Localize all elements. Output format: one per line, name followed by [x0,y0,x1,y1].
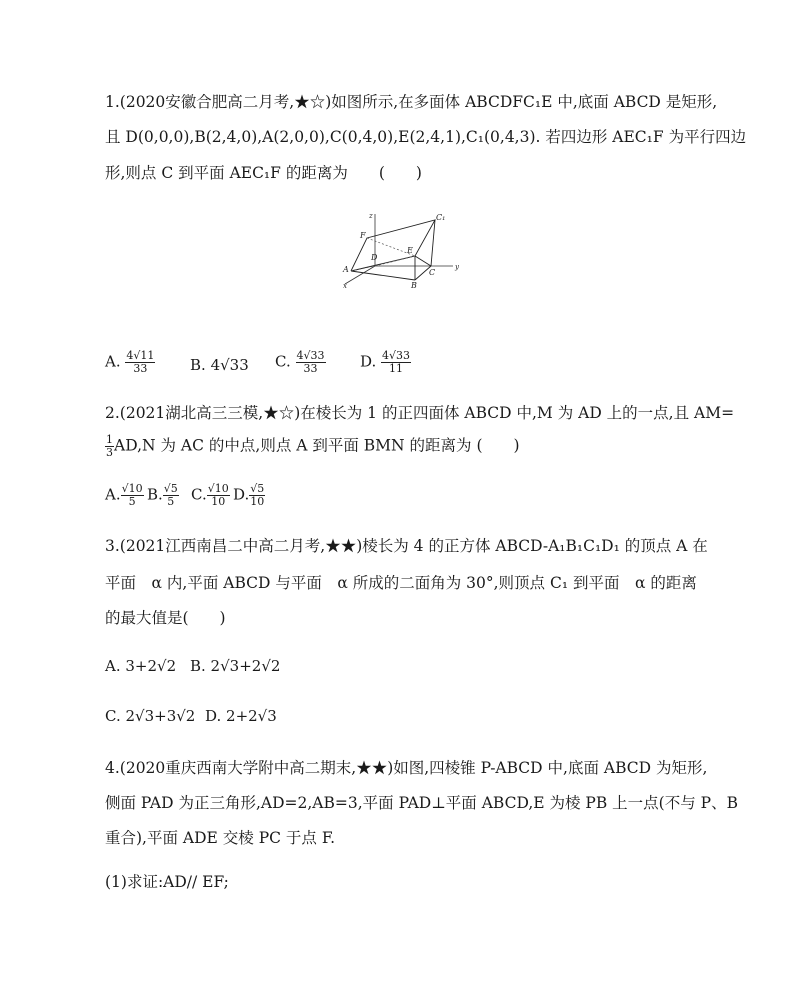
q1-option-c-num: 4√33 [296,349,325,362]
label-d: D [371,253,378,262]
q2-option-c-num: √10 [207,482,229,495]
q3-option-a[interactable]: A. 3+2√2 [105,657,177,675]
q1-option-c-fraction [296,350,326,375]
q2-option-a[interactable] [105,483,144,508]
q1-option-a-num: 4√11 [126,349,155,362]
q2-option-a-num: √10 [121,482,143,495]
q2-option-d-fraction [249,483,265,508]
q1-option-d-num: 4√33 [382,349,411,362]
q1-option-a-letter: A. [105,352,121,371]
q1-option-d-fraction [381,350,411,375]
q2-option-b-letter: B. [147,485,163,504]
q1-option-c-letter: C. [275,352,291,371]
q4-line-1: 4.(2020重庆西南大学附中高二期末,★★)如图,四棱锥 P-ABCD 中,底面 ABCD 为矩形, [105,759,708,777]
q2-option-a-letter: A. [105,485,121,504]
q2-option-c-letter: C. [191,485,207,504]
q1-option-c[interactable] [275,350,326,375]
q4-line-3: 重合),平面 ADE 交棱 PC 于点 F. [105,829,336,847]
label-c: C [429,268,436,277]
q2-line-1: 2.(2021湖北高三三模,★☆)在棱长为 1 的正四面体 ABCD 中,M 为 AD 上的一点,且 AM= [105,404,735,422]
q1-option-a-fraction [125,350,155,375]
q1-line-1: 1.(2020安徽合肥高二月考,★☆)如图所示,在多面体 ABCDFC₁E 中,底面 ABCD 是矩形, [105,93,718,111]
q1-option-b[interactable] [190,356,249,374]
label-a: A [343,265,349,274]
q2-option-b-den: 5 [167,495,175,508]
q2-option-d-letter: D. [233,485,250,504]
q2-option-a-fraction [121,483,144,508]
q2-option-c-den: 10 [211,495,226,508]
label-f: F [360,231,366,240]
label-y: y [455,263,459,271]
q3-option-c[interactable]: C. 2√3+3√2 [105,707,196,725]
q2-option-d[interactable] [233,483,265,508]
q1-line-3: 形,则点 C 到平面 AEC₁F 的距离为 ( ) [105,164,422,182]
q1-option-d-letter: D. [360,352,377,371]
q3-line-3: 的最大值是( ) [105,609,226,627]
q2-line-2-text: AD,N 为 AC 的中点,则点 A 到平面 BMN 的距离为 ( ) [114,436,520,455]
q1-option-b-text: 4√33 [210,356,249,374]
plane-aec1f [351,220,435,271]
label-e: E [407,246,413,255]
q3-option-d[interactable]: D. 2+2√3 [205,707,277,725]
label-b: B [411,281,417,288]
q4-sub-question-1: (1)求证:AD// EF; [105,873,229,891]
q1-option-d-den: 11 [389,362,404,375]
q1-option-a[interactable] [105,350,155,375]
q3-line-1: 3.(2021江西南昌二中高二月考,★★)棱长为 4 的正方体 ABCD-A₁B₁C₁D₁ 的顶点 A 在 [105,537,708,555]
q1-option-a-den: 33 [133,362,148,375]
q2-frac-den: 3 [106,446,113,459]
q1-option-b-letter: B. [190,356,206,374]
q3-line-2: 平面 α 内,平面 ABCD 与平面 α 所成的二面角为 30°,则顶点 C₁ 到平面 α 的距离 [105,574,697,592]
q2-frac-num: 1 [106,433,113,446]
q2-fraction-one-third [105,434,114,459]
q2-option-d-den: 10 [250,495,265,508]
q3-option-b[interactable]: B. 2√3+2√2 [190,657,281,675]
q1-option-d[interactable] [360,350,411,375]
label-z: z [369,212,373,220]
q2-option-b[interactable] [147,483,179,508]
q2-option-b-fraction [163,483,179,508]
q1-polyhedron-figure [335,208,465,288]
edge-ab [351,271,415,280]
q2-line-2 [105,434,520,459]
q4-line-2: 侧面 PAD 为正三角形,AD=2,AB=3,平面 PAD⊥平面 ABCD,E 为棱 PB 上一点(不与 P、B [105,794,738,812]
q2-option-c[interactable] [191,483,230,508]
q2-option-b-num: √5 [163,482,178,495]
edge-ec [415,256,431,266]
label-x: x [343,282,347,288]
q1-option-c-den: 33 [303,362,318,375]
label-c1: C₁ [436,213,446,222]
q2-option-c-fraction [207,483,230,508]
q1-line-2: 且 D(0,0,0),B(2,4,0),A(2,0,0),C(0,4,0),E(2,4,1),C₁(0,4,3). 若四边形 AEC₁F 为平行四边 [105,128,747,146]
q2-option-d-num: √5 [250,482,265,495]
q2-option-a-den: 5 [128,495,136,508]
